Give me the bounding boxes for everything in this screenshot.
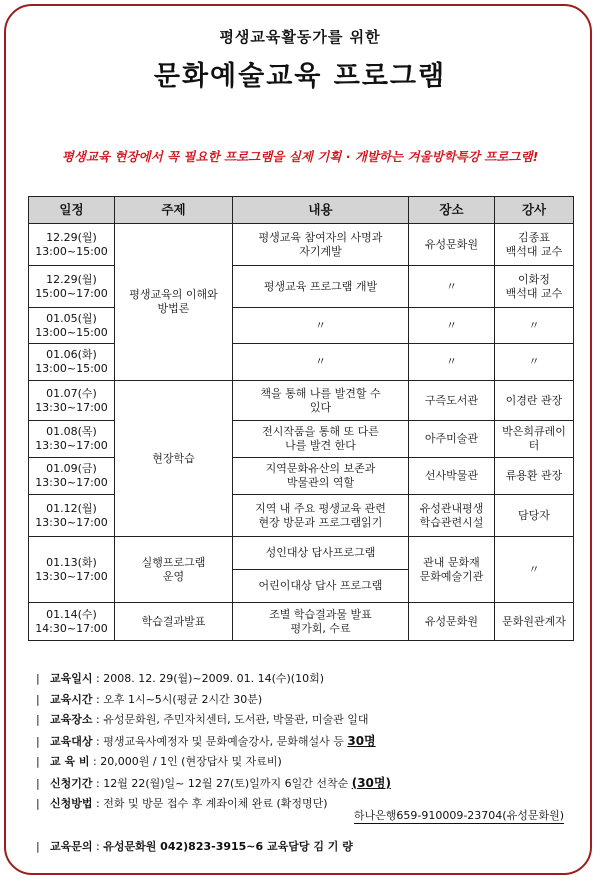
subtitle: 평생교육활동가를 위한 [219,28,381,46]
schedule-table [28,196,574,641]
bullet-bar: | [36,672,40,685]
instructor-cell: 이화정 백석대 교수 [495,266,574,308]
table-row [29,603,574,641]
content-cell: 어린이대상 답사 프로그램 [233,570,409,603]
info-value: 유성문화원 042)823-3915~6 교육담당 김 기 량 [103,840,353,853]
table-row [29,537,574,570]
content-cell: 책을 통해 나를 발견할 수 있다 [233,381,409,421]
info-target: | 교육대상 : 평생교육사예정자 및 문화예술강사, 문화해설사 등 30명 [36,731,576,753]
table-row [29,495,574,537]
content-cell: 〃 [233,344,409,381]
info-value: 평생교육사예정자 및 문화예술강사, 문화해설사 등 [103,734,344,748]
place-cell: 선사박물관 [409,458,495,495]
instructor-cell: 이경란 관장 [495,381,574,421]
date-cell: 01.09(금) 13:30~17:00 [29,458,115,495]
info-value: 유성문화원, 주민자치센터, 도서관, 박물관, 미술관 일대 [103,713,369,726]
info-apply-method: | 신청방법 : 전화 및 방문 접수 후 계좌이체 완료 (확정명단) [36,794,576,815]
theme-cell: 평생교육의 이해와 방법론 [115,224,233,381]
info-value: 오후 1시~5시(평균 2시간 30분) [103,692,263,706]
info-label: 교육장소 [50,713,93,726]
info-value: 12월 22(월)일~ 12월 27(토)일까지 6일간 선착순 [103,776,349,790]
info-label: 신청기간 [50,776,93,790]
info-apply-period: | 신청기간 : 12월 22(월)일~ 12월 27(토)일까지 6일간 선착순 (30명) [36,773,576,795]
info-time: | 교육시간 : 오후 1시~5시(평균 2시간 30분) [36,690,576,711]
content-cell: 지역 내 주요 평생교육 관련 현장 방문과 프로그램읽기 [233,495,409,537]
content-cell: 지역문화유산의 보존과 박물관의 역할 [233,458,409,495]
date-cell: 01.06(화) 13:00~15:00 [29,344,115,381]
info-label: 교 육 비 [50,755,90,768]
place-cell: 유성관내평생 학습관련시설 [409,495,495,537]
bullet-bar: | [36,776,40,790]
place-cell: 구즉도서관 [409,381,495,421]
info-label: 교육대상 [50,734,93,748]
date-cell: 01.13(화) 13:30~17:00 [29,537,115,603]
instructor-cell: 박은희큐레이터 [495,421,574,458]
table-row [29,224,574,266]
bullet-bar: | [36,734,40,748]
place-cell: 〃 [409,308,495,344]
theme-cell: 실행프로그램 운영 [115,537,233,603]
date-cell: 01.05(월) 13:00~15:00 [29,308,115,344]
date-cell: 01.12(월) 13:30~17:00 [29,495,115,537]
info-list [36,669,576,815]
table-row [29,458,574,495]
date-cell: 12.29(월) 15:00~17:00 [29,266,115,308]
content-cell: 평생교육 프로그램 개발 [233,266,409,308]
bullet-bar: | [36,797,40,810]
info-value: 전화 및 방문 접수 후 계좌이체 완료 (확정명단) [103,797,328,810]
content-cell: 성인대상 답사프로그램 [233,537,409,570]
instructor-cell: 〃 [495,308,574,344]
instructor-cell: 〃 [495,537,574,603]
place-cell: 〃 [409,266,495,308]
table-row [29,421,574,458]
info-label: 교육시간 [50,692,93,706]
place-cell: 유성문화원 [409,603,495,641]
info-value: 20,000원 / 1인 (현장답사 및 자료비) [100,755,282,768]
info-label: 신청방법 [50,797,93,810]
place-cell: 아주미술관 [409,421,495,458]
info-value: 2008. 12. 29(월)~2009. 01. 14(수)(10회) [103,672,325,685]
theme-cell: 학습결과발표 [115,603,233,641]
header-place: 장소 [409,197,495,224]
bullet-bar: | [36,840,40,853]
bank-account: 하나은행659-910009-23704(유성문화원) [353,809,564,822]
content-cell: 평생교육 참여자의 사명과 자기계발 [233,224,409,266]
place-cell: 〃 [409,344,495,381]
info-venue: | 교육장소 : 유성문화원, 주민자치센터, 도서관, 박물관, 미술관 일대 [36,710,576,731]
bullet-bar: | [36,713,40,726]
table-row [29,266,574,308]
table-row [29,344,574,381]
instructor-cell: 〃 [495,344,574,381]
instructor-cell: 담당자 [495,495,574,537]
place-cell: 유성문화원 [409,224,495,266]
date-cell: 01.14(수) 14:30~17:00 [29,603,115,641]
info-label: 교육일시 [50,672,93,685]
instructor-cell: 문화원관계자 [495,603,574,641]
info-fee: | 교 육 비 : 20,000원 / 1인 (현장답사 및 자료비) [36,752,576,773]
info-label: 교육문의 [50,840,93,853]
emphasis-count: 30명 [347,733,376,748]
header-theme: 주제 [115,197,233,224]
content-cell: 〃 [233,308,409,344]
emphasis-count: (30명) [351,775,391,790]
info-contact: | 교육문의 : 유성문화원 042)823-3915~6 교육담당 김 기 량 [36,840,353,853]
place-cell: 관내 문화재 문화예술기관 [409,537,495,603]
instructor-cell: 류용환 관장 [495,458,574,495]
content-cell: 전시작품을 통해 또 다른 나를 발견 한다 [233,421,409,458]
info-period: | 교육일시 : 2008. 12. 29(월)~2009. 01. 14(수)(10회) [36,669,576,690]
table-header-row [29,197,574,224]
bullet-bar: | [36,692,40,706]
bullet-bar: | [36,755,40,768]
header-content: 내용 [233,197,409,224]
table-row [29,308,574,344]
instructor-cell: 김종표 백석대 교수 [495,224,574,266]
page-title: 문화예술교육 프로그램 [153,61,447,92]
slogan: 평생교육 현장에서 꼭 필요한 프로그램을 실제 기획 · 개발하는 겨울방학특강 프로그램! [61,149,539,164]
header-date: 일정 [29,197,115,224]
date-cell: 12.29(월) 13:00~15:00 [29,224,115,266]
content-cell: 조별 학습결과물 발표 평가회, 수료 [233,603,409,641]
header-instructor: 강사 [495,197,574,224]
table-row [29,381,574,421]
date-cell: 01.08(목) 13:30~17:00 [29,421,115,458]
date-cell: 01.07(수) 13:30~17:00 [29,381,115,421]
theme-cell: 현장학습 [115,381,233,537]
